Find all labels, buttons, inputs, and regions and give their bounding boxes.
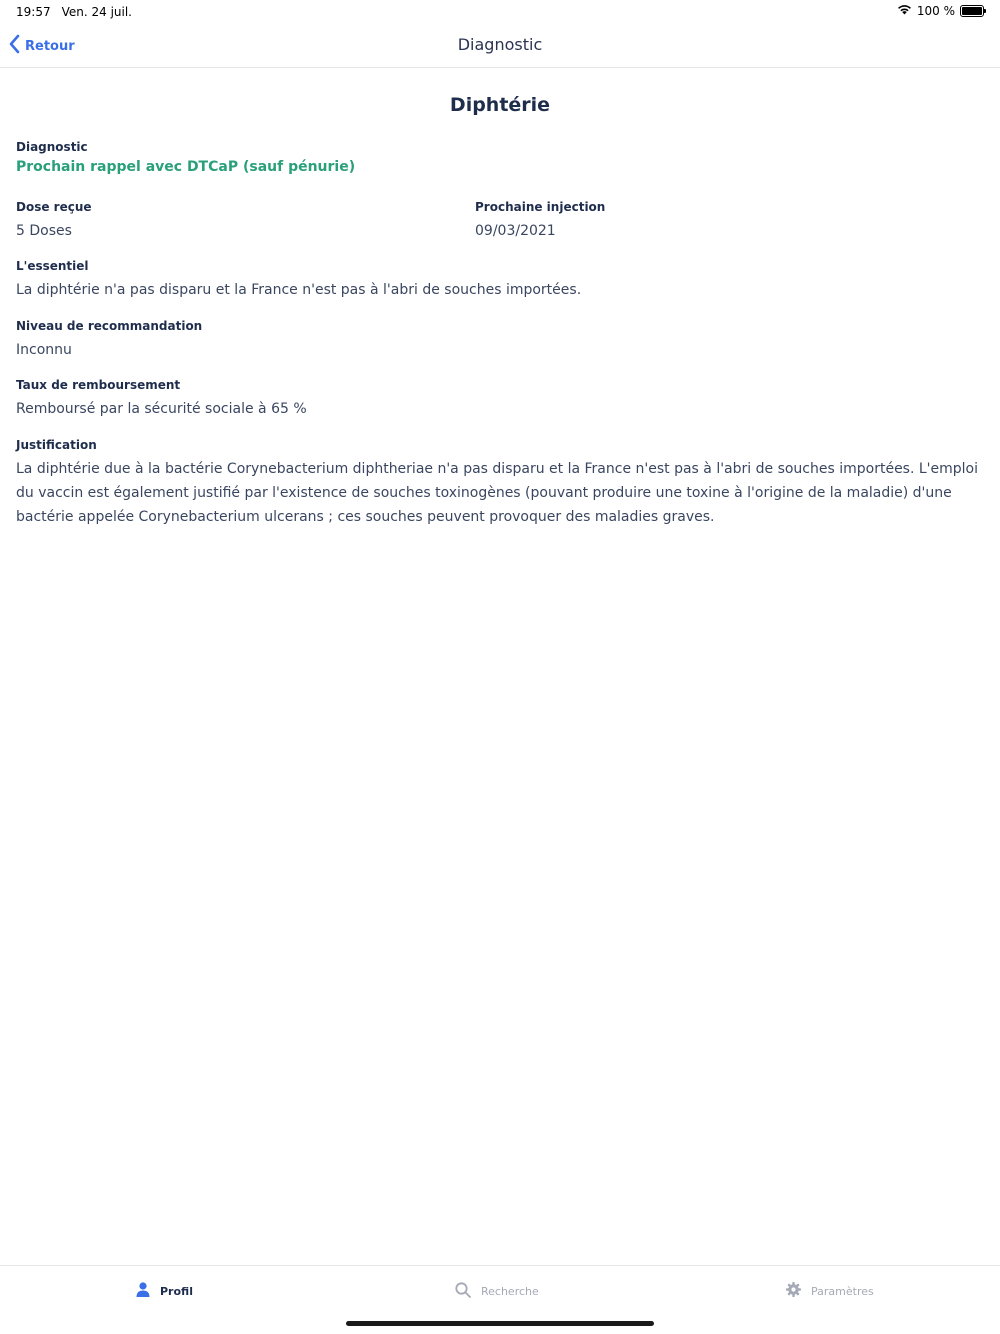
page-title: Diphtérie <box>449 94 551 116</box>
status-right <box>897 4 984 18</box>
next-injection-section <box>475 200 605 243</box>
search-icon <box>455 1282 471 1301</box>
battery-percent: 100 % <box>916 4 955 18</box>
status-left <box>16 5 132 19</box>
tab-profil[interactable] <box>136 1282 193 1300</box>
nav-bar <box>0 24 1000 68</box>
person-icon <box>136 1282 150 1300</box>
home-indicator <box>346 1321 654 1326</box>
diagnostic-label: Diagnostic <box>16 140 88 154</box>
back-label: Retour <box>25 38 75 54</box>
tab-parametres[interactable] <box>786 1282 874 1300</box>
next-injection-value: 09/03/2021 <box>475 223 556 239</box>
justification-section <box>16 438 984 529</box>
dose-label: Dose reçue <box>16 200 92 214</box>
diagnostic-section <box>16 140 355 175</box>
tab-recherche-label: Recherche <box>481 1285 539 1298</box>
essential-value: La diphtérie n'a pas disparu et la France n'est pas à l'abri de souches importées. <box>16 282 582 298</box>
reimbursement-label: Taux de remboursement <box>16 378 181 392</box>
reimbursement-section <box>16 378 307 421</box>
battery-icon <box>960 5 984 17</box>
wifi-icon <box>897 4 912 18</box>
dose-row <box>16 200 984 243</box>
status-bar <box>0 0 1000 24</box>
diagnostic-content <box>16 68 984 525</box>
tab-recherche[interactable] <box>455 1282 539 1301</box>
justification-value: La diphtérie due à la bactérie Corynebacterium diphtheriae n'a pas disparu et la France n'est pas à l'abri de souches importées. L'emploi du vaccin est également justifié par l'existence de souches toxinogènes (pouvant produire une toxine à l'origine de la maladie) d'une bactérie appelée Corynebacterium ulcerans ; ces souches peuvent provoquer des maladies graves. <box>16 461 979 525</box>
recommendation-label: Niveau de recommandation <box>16 319 203 333</box>
nav-title: Diagnostic <box>457 35 543 54</box>
justification-label: Justification <box>16 438 97 452</box>
tab-parametres-label: Paramètres <box>811 1284 874 1298</box>
diagnostic-value: Prochain rappel avec DTCaP (sauf pénurie) <box>16 159 356 175</box>
dose-value: 5 Doses <box>16 223 72 239</box>
gear-icon <box>786 1282 801 1300</box>
status-date: Ven. 24 juil. <box>61 5 132 19</box>
essential-section <box>16 259 581 302</box>
next-injection-label: Prochaine injection <box>475 200 606 214</box>
reimbursement-value: Remboursé par la sécurité sociale à 65 % <box>16 401 307 417</box>
recommendation-section <box>16 319 202 362</box>
essential-label: L'essentiel <box>16 259 89 273</box>
recommendation-value: Inconnu <box>16 342 72 358</box>
tab-profil-label: Profil <box>160 1284 193 1298</box>
status-time: 19:57 <box>16 5 51 19</box>
